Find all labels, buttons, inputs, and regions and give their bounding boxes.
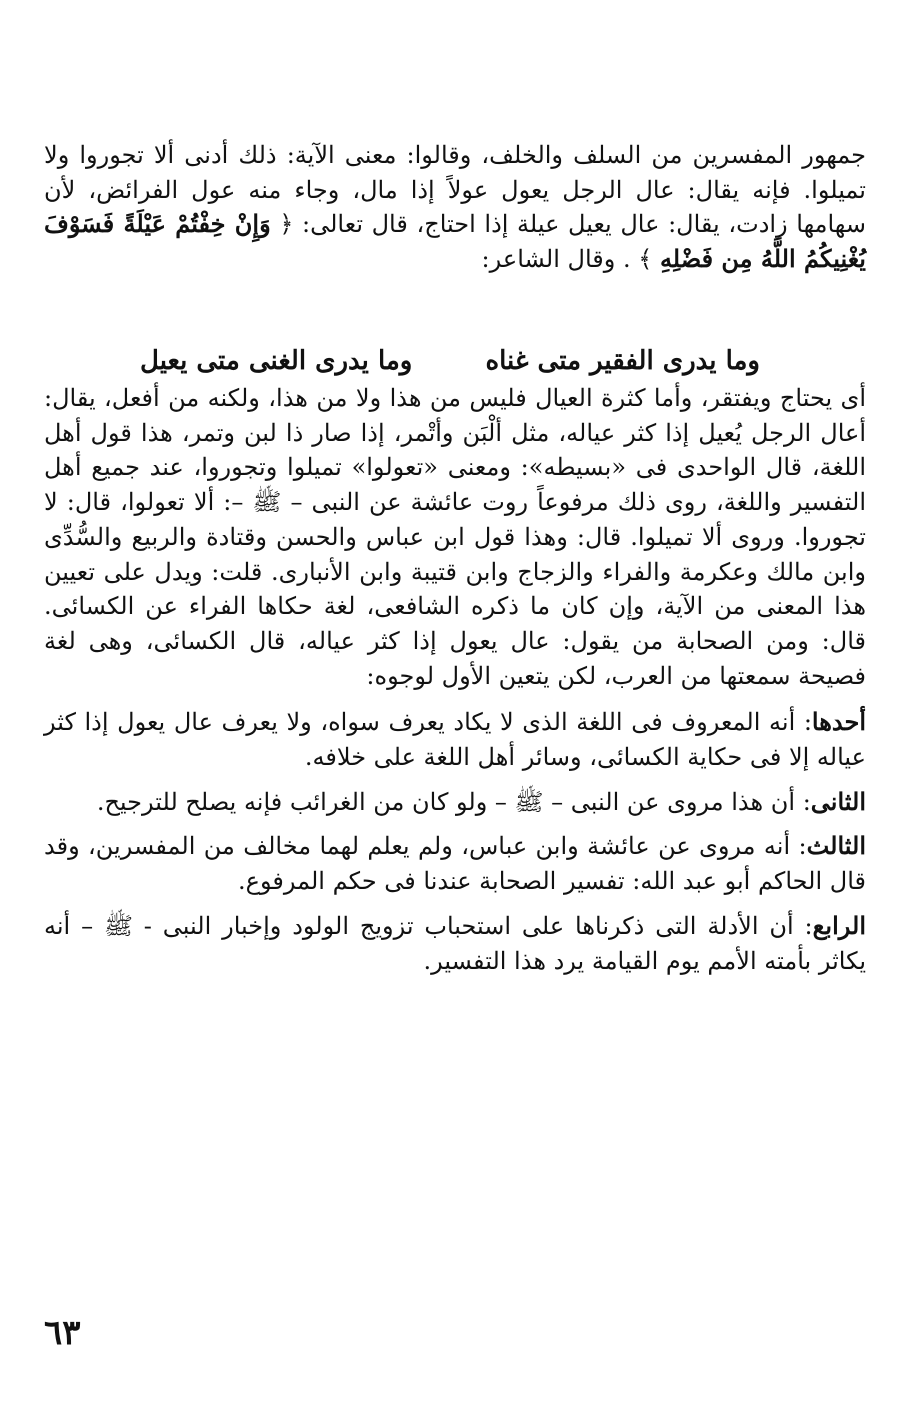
reason-paragraph-2 <box>44 785 866 820</box>
reason-paragraph-1 <box>44 705 866 774</box>
page-number: ٦٣ <box>44 1313 81 1353</box>
reason-paragraph-4 <box>44 909 866 978</box>
intro-text: جمهور المفسرين من السلف والخلف، وقالوا: معنى الآية: ذلك أدنى ألا تجوروا ولا تميلوا. فإنه يقال: عال الرجل يعول عولاً إذا مال، وجاء منه عول الفرائض، لأن سهامها زادت، يقال: عال يعيل عيلة إذا احتاج، قال تعالى: <box>44 141 866 239</box>
reason-label: الرابع <box>812 910 866 940</box>
intro-paragraph <box>44 138 866 313</box>
reason-label: الثالث <box>806 831 867 861</box>
main-paragraph: أى يحتاج ويفتقر، وأما كثرة العيال فليس من هذا ولا من هذا، ولكنه من أفعل، يقال: أعال الرجل يُعيل إذا كثر عياله، مثل ألْبَن وأتْمر، إذا صار ذا لبن وتمر، هذا قول أهل اللغة، قال الواحدى فى «بسيطه»: ومعنى «تعولوا» تميلوا وتجوروا، عند جميع أهل التفسير واللغة، روى ذلك مرفوعاً روت عائشة عن النبى – ﷺ –: ألا تعولوا، قال: لا تجوروا. وروى ألا تميلوا. قال: وهذا قول ابن عباس والحسن وقتادة والربيع والسُّدِّى وابن مالك وعكرمة والفراء والزجاج وابن قتيبة وابن الأنبارى. قلت: ويدل على تعيين هذا المعنى من الآية، وإن كان ما ذكره الشافعى، لغة حكاها الفراء عن الكسائى. قال: ومن الصحابة من يقول: عال يعول إذا كثر عياله، قال الكسائى، وهى لغة فصيحة سمعتها من العرب، لكن يتعين الأول لوجوه: <box>44 384 867 690</box>
poem-first-hemistich: وما يدرى الفقير متى غناه <box>485 346 760 376</box>
reason-label: الثانى <box>810 786 866 816</box>
page-text <box>44 138 866 978</box>
quran-bracket-close: ﴾ <box>638 245 653 274</box>
reason-text: : أن الأدلة التى ذكرناها على استحباب تزويج الولود وإخبار النبى - ﷺ – أنه يكاثر بأمته الأمم يوم القيامة يرد هذا التفسير. <box>44 911 866 975</box>
quran-bracket-open: ﴿ <box>279 210 294 239</box>
reason-text: : أنه المعروف فى اللغة الذى لا يكاد يعرف سواه، ولا يعرف عال يعول إذا كثر عياله إلا فى حكاية الكسائى، وسائر أهل اللغة على خلافه. <box>44 708 866 772</box>
reason-paragraph-3 <box>44 829 866 898</box>
reason-text: : أنه مروى عن عائشة وابن عباس، ولم يعلم لهما مخالف من المفسرين، وقد قال الحاكم أبو عبد الله: تفسير الصحابة عندنا فى حكم المرفوع. <box>44 832 866 896</box>
intro-text-after-verse: . وقال الشاعر: <box>481 245 639 274</box>
reason-text: : أن هذا مروى عن النبى – ﷺ – ولو كان من الغرائب فإنه يصلح للترجيح. <box>96 787 811 816</box>
poem-verse <box>140 339 760 383</box>
quran-verse: وَإِنْ خِفْتُمْ عَيْلَةً فَسَوْفَ يُغْنِيكُمُ اللَّهُ مِن فَضْلِهِ <box>44 209 866 274</box>
reason-label: أحدها <box>811 707 866 737</box>
poem-second-hemistich: وما يدرى الغنى متى يعيل <box>140 346 413 376</box>
